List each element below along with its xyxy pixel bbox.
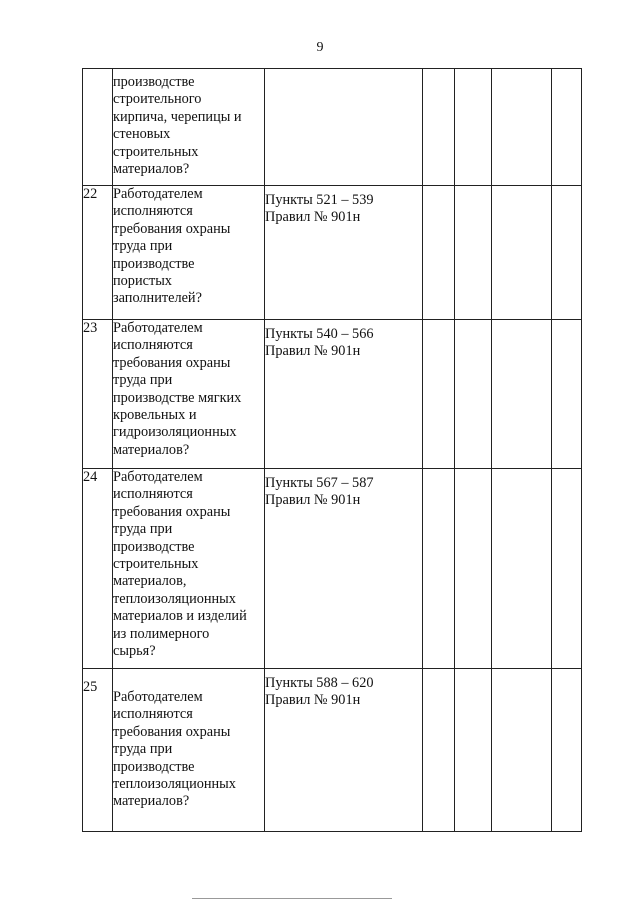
question-text: Работодателем исполняются требования охраны труда при производстве теплоизоляционных материалов? — [113, 689, 236, 810]
reference-cell — [265, 320, 423, 469]
answer-cell-na[interactable] — [492, 69, 552, 186]
question-cell — [113, 186, 265, 320]
reference-cell — [265, 469, 423, 669]
answer-cell-na[interactable] — [492, 669, 552, 832]
question-cell — [113, 69, 265, 186]
question-text: Работодателем исполняются требования охраны труда при производстве пористых заполнителей? — [113, 186, 231, 307]
answer-cell-na[interactable] — [492, 320, 552, 469]
note-cell[interactable] — [552, 186, 582, 320]
question-cell — [113, 669, 265, 832]
table-row — [83, 669, 582, 832]
note-cell[interactable] — [552, 669, 582, 832]
question-text: Работодателем исполняются требования охраны труда при производстве строительных материалов, теплоизоляционных материалов и изделий из полимерного сырья? — [113, 469, 247, 660]
scan-edge-mark — [192, 898, 392, 899]
note-cell[interactable] — [552, 469, 582, 669]
answer-cell-yes[interactable] — [423, 69, 455, 186]
note-cell[interactable] — [552, 69, 582, 186]
reference-points: Пункты 540 – 566 — [265, 326, 374, 342]
table-row — [83, 320, 582, 469]
reference-cell — [265, 669, 423, 832]
row-number — [83, 69, 113, 186]
answer-cell-no[interactable] — [455, 320, 492, 469]
question-cell — [113, 469, 265, 669]
reference-points: Пункты 588 – 620 — [265, 675, 374, 691]
answer-cell-no[interactable] — [455, 186, 492, 320]
reference-rules: Правил № 901н — [265, 343, 361, 360]
reference-rules: Правил № 901н — [265, 492, 361, 509]
answer-cell-na[interactable] — [492, 469, 552, 669]
question-text: Работодателем исполняются требования охраны труда при производстве мягких кровельных и гидроизоляционных материалов? — [113, 320, 242, 458]
answer-cell-yes[interactable] — [423, 669, 455, 832]
table-row — [83, 69, 582, 186]
row-number: 24 — [83, 469, 113, 669]
answer-cell-no[interactable] — [455, 469, 492, 669]
note-cell[interactable] — [552, 320, 582, 469]
answer-cell-no[interactable] — [455, 669, 492, 832]
reference-points: Пункты 567 – 587 — [265, 475, 374, 491]
question-text: производстве строительного кирпича, черепицы и стеновых строительных материалов? — [113, 74, 242, 178]
checklist-table — [82, 68, 582, 832]
question-cell — [113, 320, 265, 469]
row-number: 25 — [83, 669, 113, 832]
table-row — [83, 469, 582, 669]
answer-cell-yes[interactable] — [423, 186, 455, 320]
answer-cell-na[interactable] — [492, 186, 552, 320]
reference-cell — [265, 69, 423, 186]
reference-cell — [265, 186, 423, 320]
page-number: 9 — [316, 40, 324, 55]
row-number: 22 — [83, 186, 113, 320]
answer-cell-yes[interactable] — [423, 469, 455, 669]
row-number: 23 — [83, 320, 113, 469]
reference-rules: Правил № 901н — [265, 692, 361, 709]
answer-cell-no[interactable] — [455, 69, 492, 186]
table-row — [83, 186, 582, 320]
reference-points: Пункты 521 – 539 — [265, 192, 374, 208]
answer-cell-yes[interactable] — [423, 320, 455, 469]
reference-rules: Правил № 901н — [265, 209, 361, 226]
